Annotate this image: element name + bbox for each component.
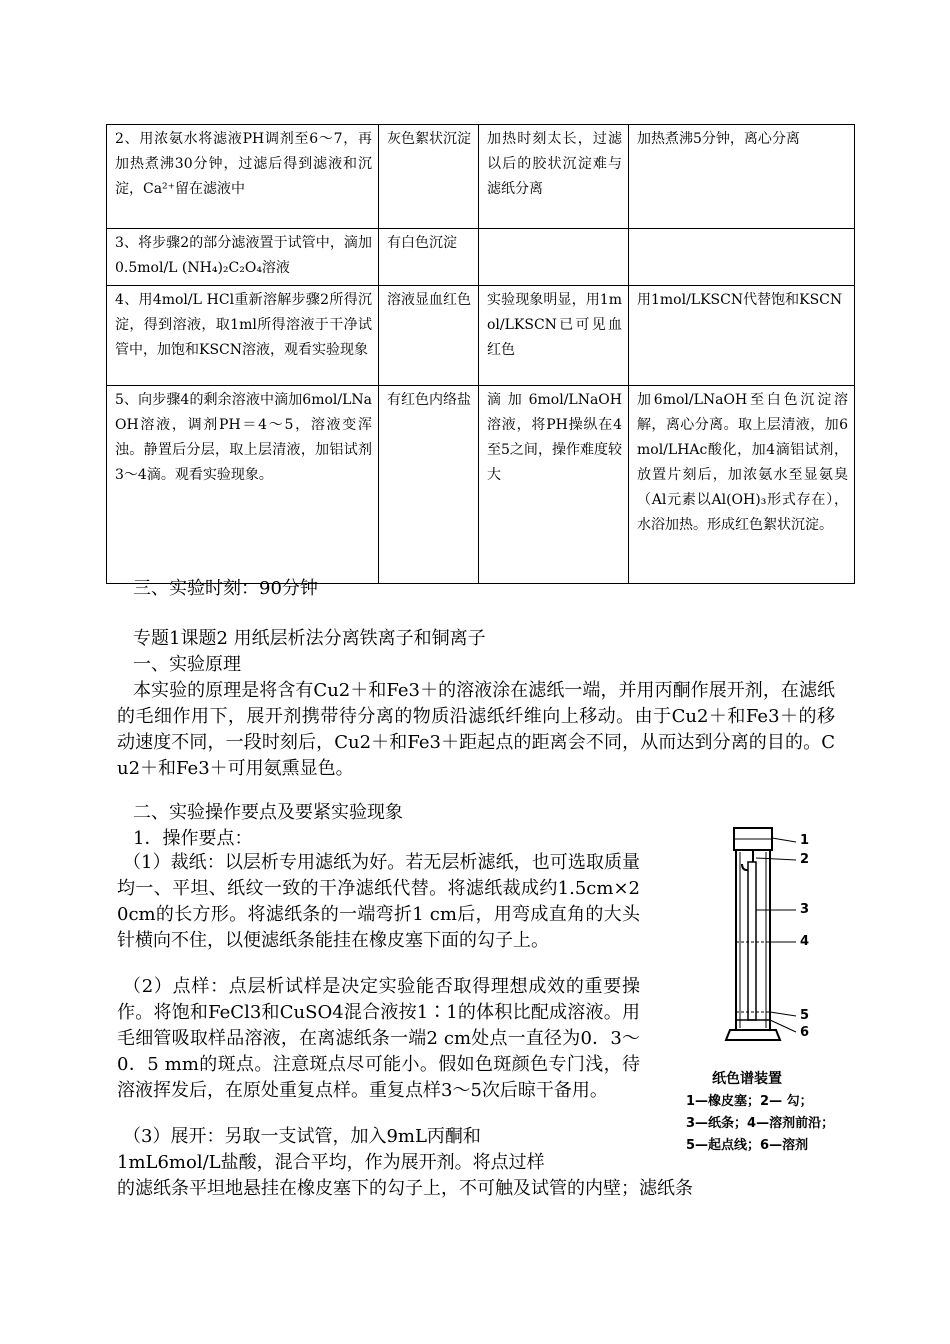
figure-legend-3: 5—起点线；6—溶剂: [686, 1138, 809, 1153]
figure-caption: 纸色谱装置: [712, 1071, 782, 1087]
table-row: [107, 229, 855, 286]
figure-label-5: 5: [800, 1008, 810, 1023]
spotting-text: （2）点样：点层析试样是决定实验能否取得理想成效的重要操作。将饱和FeCl3和CuSO4混合液按1∶1的体积比配成溶液。用毛细管吸取样品溶液，在离滤纸条一端2 cm处点一直径为0．3～0．5 mm的斑点。注意斑点尽可能小。假如色斑颜色专门浅，待溶液挥发后，在原处重复点样。重复点样3～5次后晾干备用。: [117, 976, 640, 1101]
develop-line-1: （3）展开：另取一支试管，加入9mL丙酮和: [123, 1126, 481, 1147]
improvement-cell: 用1mol/LKSCN代替饱和KSCN: [629, 286, 855, 386]
problem-cell: 滴加6mol/LNaOH溶液，将PH操纵在4至5之间，操作难度较大: [479, 386, 629, 584]
cut-paper-text: （1）裁纸：以层析专用滤纸为好。若无层析滤纸，也可选取质量均一、平坦、纸纹一致的干净滤纸代替。将滤纸裁成约1.5cm×20cm的长方形。将滤纸条的一端弯折1 cm后，用弯成直角的大头针横向不住，以便滤纸条能挂在橡皮塞下面的勾子上。: [117, 852, 640, 951]
experiment-steps-table: [106, 124, 855, 584]
experiment-time: 三、实验时刻：90分钟: [133, 578, 318, 599]
step-cell: 5、向步骤4的剩余溶液中滴加6mol/LNaOH溶液，调剂PH＝4～5，溶液变浑浊。静置后分层，取上层清液，加铝试剂3～4滴。观看实验现象。: [107, 386, 379, 584]
step-cell: 3、将步骤2的部分滤液置于试管中，滴加0.5mol/L (NH₄)₂C₂O₄溶液: [107, 229, 379, 286]
phenomenon-cell: 有白色沉淀: [379, 229, 479, 286]
step-cell: 4、用4mol/L HCl重新溶解步骤2所得沉淀，得到溶液，取1ml所得溶液于干净试管中，加饱和KSCN溶液，观看实验现象: [107, 286, 379, 386]
improvement-cell: [629, 229, 855, 286]
develop-line-3: 的滤纸条平坦地悬挂在橡皮塞下的勾子上，不可触及试管的内壁；滤纸条: [117, 1178, 693, 1199]
step-cell: 2、用浓氨水将滤液PH调剂至6～7，再加热煮沸30分钟，过滤后得到滤液和沉淀，Ca²⁺留在滤液中: [107, 125, 379, 229]
paper-chromatography-figure: [672, 822, 852, 1152]
problem-cell: [479, 229, 629, 286]
develop-line-2: 1mL6mol/L盐酸，混合平均，作为展开剂。将点过样: [117, 1152, 545, 1173]
figure-label-3: 3: [800, 902, 810, 917]
figure-label-6: 6: [800, 1025, 810, 1040]
problem-cell: 实验现象明显，用1mol/LKSCN已可见血红色: [479, 286, 629, 386]
table-row: [107, 286, 855, 386]
phenomenon-cell: 灰色絮状沉淀: [379, 125, 479, 229]
apparatus-diagram: [672, 822, 852, 1062]
improvement-cell: 加6mol/LNaOH至白色沉淀溶解，离心分离。取上层清液，加6mol/LHAc酸化，加4滴铝试剂，放置片刻后，加浓氨水至显氨臭（Al元素以Al(OH)₃形式存在），水浴加热。形成红色絮状沉淀。: [629, 386, 855, 584]
operations-subheading: 1．操作要点：: [133, 828, 253, 849]
figure-label-4: 4: [800, 934, 810, 949]
topic-title: 专题1课题2 用纸层析法分离铁离子和铜离子: [133, 628, 486, 649]
improvement-cell: 加热煮沸5分钟，离心分离: [629, 125, 855, 229]
operations-heading: 二、实验操作要点及要紧实验现象: [133, 802, 403, 823]
figure-label-2: 2: [800, 852, 810, 867]
table-row: [107, 386, 855, 584]
figure-legend-1: 1—橡皮塞；2— 勾；: [686, 1094, 813, 1109]
figure-label-1: 1: [800, 833, 810, 848]
principle-heading: 一、实验原理: [133, 654, 241, 675]
principle-text: 本实验的原理是将含有Cu2＋和Fe3＋的溶液涂在滤纸一端，并用丙酮作展开剂，在滤纸的毛细作用下，展开剂携带待分离的物质沿滤纸纤维向上移动。由于Cu2＋和Fe3＋的移动速度不同，一段时刻后，Cu2＋和Fe3＋距起点的距离会不同，从而达到分离的目的。Cu2＋和Fe3＋可用氨熏显色。: [117, 680, 835, 779]
problem-cell: 加热时刻太长，过滤以后的胶状沉淀难与滤纸分离: [479, 125, 629, 229]
figure-legend-2: 3—纸条；4—溶剂前沿；: [686, 1116, 835, 1131]
phenomenon-cell: 有红色内络盐: [379, 386, 479, 584]
phenomenon-cell: 溶液显血红色: [379, 286, 479, 386]
table-row: [107, 125, 855, 229]
